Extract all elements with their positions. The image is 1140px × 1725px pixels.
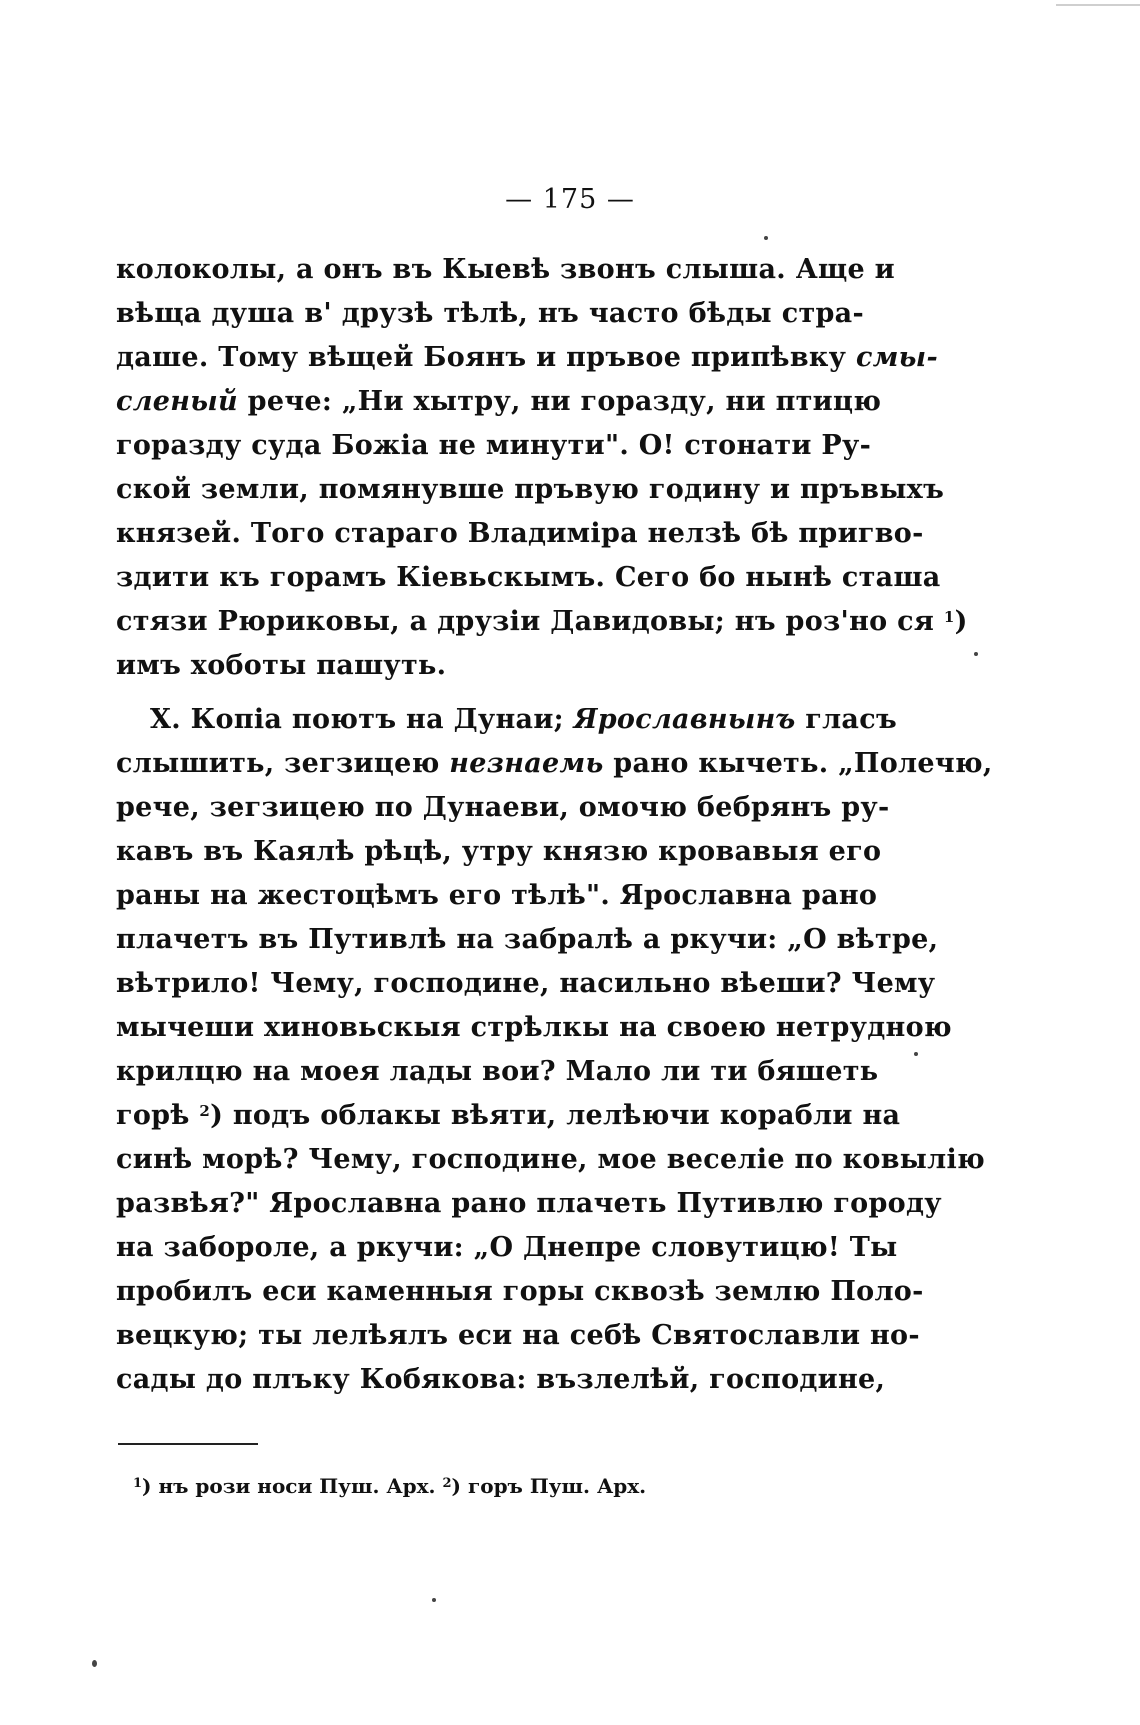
text-line [116, 1012, 952, 1043]
text-line [116, 748, 993, 779]
line-text: речe: „Ни хытру, ни горазду, ни птицю [247, 386, 882, 417]
text-line [150, 704, 897, 735]
line-text: ) подъ облакы вѣяти, лелѣючи корабли на [210, 1100, 901, 1131]
line-text: слышить, зегзицею [116, 748, 450, 779]
line-text: на забороле, а ркучи: „О Днепре словутицю! Ты [116, 1232, 898, 1263]
text-line [116, 650, 864, 681]
footnote-marker: 1 [133, 1476, 143, 1491]
line-text: X. Копiа поютъ на Дунаи; [150, 704, 574, 735]
scan-speck [764, 236, 768, 240]
text-line [116, 792, 890, 823]
text-line [116, 1188, 942, 1219]
scan-speck [914, 1052, 918, 1056]
text-line [116, 1276, 924, 1307]
line-text: князей. Того стараго Владимiра нелзѣ бѣ пригво- [116, 518, 924, 549]
text-line [116, 298, 864, 329]
text-line [116, 924, 939, 955]
text-line [116, 474, 945, 505]
scan-speck [432, 1598, 436, 1602]
footnote-rule [118, 1443, 258, 1445]
text-line [116, 1364, 886, 1395]
line-text: ) [954, 606, 968, 637]
text-line [116, 1056, 879, 1087]
line-text: здити къ горамъ Кiевьскымъ. Сего бо нынѣ сташа [116, 562, 941, 593]
line-text: мычеши хиновьскыя стрѣлкы на своею нетрудною [116, 1012, 952, 1043]
top-edge-rule [1056, 4, 1140, 6]
text-line [116, 606, 968, 637]
line-text: горазду суда Божiа не минути". О! стонати Ру- [116, 430, 872, 461]
line-text: развѣя?" Ярославна рано плачеть Путивлю городу [116, 1188, 942, 1219]
line-text: вѣтрило! Чему, господине, насильно вѣеши? Чему [116, 968, 936, 999]
text-line [116, 836, 882, 867]
line-text: синѣ морѣ? Чему, господине, мое веселiе по ковылiю [116, 1144, 986, 1175]
line-text: стязи Рюрикoвы, а друзiи Давидовы; нъ роз'но ся [116, 606, 944, 637]
line-text: горѣ [116, 1100, 200, 1131]
text-line [116, 1100, 901, 1131]
text-line [116, 562, 941, 593]
footnote-marker: 2 [442, 1476, 452, 1491]
line-text: ской земли, помянувше пръвую годину и пръвыхъ [116, 474, 945, 505]
line-text: даше. Тому вѣщей Боянъ и пръвое припѣвку [116, 342, 856, 373]
text-line [116, 254, 895, 285]
footnote-text: ) нъ рози носи Пуш. Арх. [142, 1474, 443, 1498]
line-text: гласъ [795, 704, 897, 735]
text-line [116, 342, 938, 373]
line-text: рано кычеть. „Полечю, [603, 748, 993, 779]
page-number: — 175 — [505, 184, 635, 215]
footnote-marker: 2 [199, 1102, 211, 1120]
italic-word: незнаемь [449, 748, 604, 779]
line-text: имъ хоботы пашуть. [116, 650, 447, 681]
line-text: колоколы, а онъ въ Кыевѣ звонъ слыша. Аще и [116, 254, 895, 285]
scan-speck [974, 652, 978, 656]
italic-word: смы- [855, 342, 938, 373]
text-line [116, 1232, 898, 1263]
text-line [116, 968, 936, 999]
line-text: сады до плъку Кобякова: възлелѣй, господине, [116, 1364, 886, 1395]
text-line [116, 880, 878, 911]
line-text: рече, зегзицею по Дунаеви, омочю бебрянъ ру- [116, 792, 890, 823]
line-text: пробилъ еси каменныя горы сквозѣ землю Поло- [116, 1276, 924, 1307]
footnote-marker: 1 [943, 608, 955, 626]
footnote-text: ) горъ Пуш. Арх. [451, 1474, 647, 1498]
line-text: кавъ въ Каялѣ рѣцѣ, утру князю кровавыя его [116, 836, 882, 867]
line-text: вецкую; ты лелѣялъ еси на себѣ Святославли но- [116, 1320, 920, 1351]
footnotes [133, 1474, 646, 1498]
italic-word: сленый [116, 386, 238, 417]
text-line [116, 518, 924, 549]
text-line [116, 1144, 986, 1175]
line-text: плачетъ въ Путивлѣ на забралѣ а ркучи: „О вѣтре, [116, 924, 939, 955]
text-line [116, 430, 872, 461]
text-line [116, 1320, 920, 1351]
italic-word: Ярославнынъ [573, 704, 796, 735]
line-text: вѣща душа в' друзѣ тѣлѣ, нъ часто бѣды стра- [116, 298, 864, 329]
line-text: раны на жестоцѣмъ его тѣлѣ". Ярославна рано [116, 880, 878, 911]
line-text: крилцю на моея лады вои? Мало ли ти бяшеть [116, 1056, 879, 1087]
scan-speck [92, 1660, 97, 1667]
text-line [116, 386, 882, 417]
